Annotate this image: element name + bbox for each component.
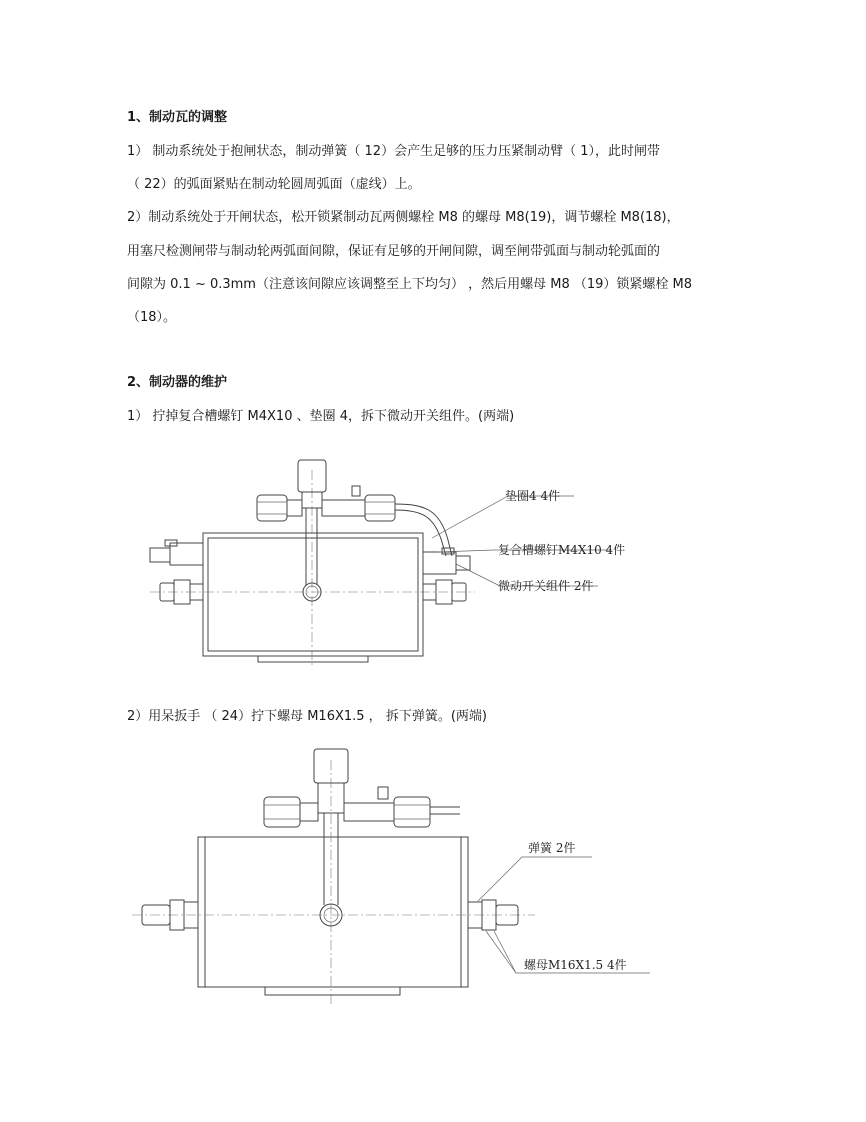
paragraph-2-line-4: （18）。 [127,310,177,325]
brake-drawing-2 [0,735,866,1015]
paragraph-2-line-3: 间隙为 0.1 ~ 0.3mm（注意该间隙应该调整至上下均匀） ，然后用螺母 M8 （19）锁紧螺栓 M8 [127,277,693,292]
paragraph-1-line-2: （ 22）的弧面紧贴在制动轮圆周弧面（虚线）上。 [127,177,421,192]
paragraph-1-line-1: 1） 制动系统处于抱闸状态，制动弹簧（ 12）会产生足够的压力压紧制动臂（ 1），此时闸带 [127,144,660,159]
step-2-text: 2）用呆扳手 （ 24）拧下螺母 M16X1.5 ， 拆下弹簧。(两端) [127,709,487,724]
paragraph-2-line-2: 用塞尺检测闸带与制动轮两弧面间隙，保证有足够的开闸间隙，调至闸带弧面与制动轮弧面的 [127,244,661,259]
switch-label: 微动开关组件 2件 [498,579,594,593]
nut-label: 螺母M16X1.5 4件 [524,958,627,972]
step-1-text: 1） 拧掉复合槽螺钉 M4X10 、垫圈 4，拆下微动开关组件。(两端) [127,409,515,424]
washer-label: 垫圈4 4件 [505,489,561,503]
section2-heading: 2、制动器的维护 [127,375,228,390]
section1-heading: 1、制动瓦的调整 [127,110,228,125]
brake-drawing-1 [0,440,866,680]
spring-label: 弹簧 2件 [528,841,576,855]
screw-label: 复合槽螺钉M4X10 4件 [498,543,626,557]
paragraph-2-line-1: 2）制动系统处于开闸状态，松开锁紧制动瓦两侧螺栓 M8 的螺母 M8(19)，调节螺栓 M8(18)， [127,210,680,225]
